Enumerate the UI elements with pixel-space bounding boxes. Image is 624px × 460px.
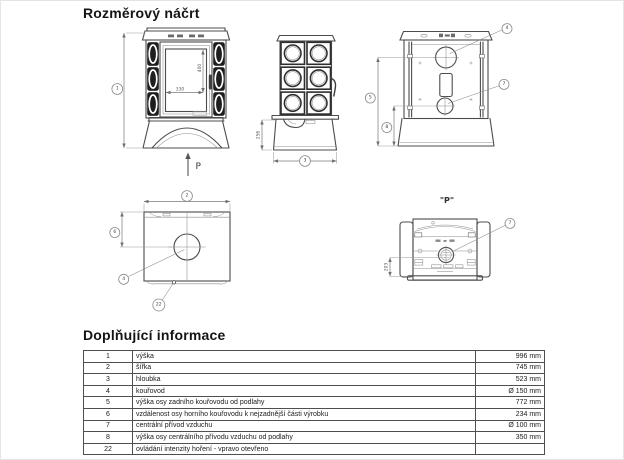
dim-400-label: 400 xyxy=(197,63,203,73)
front-right-tiles xyxy=(214,43,225,116)
door-handle xyxy=(209,75,212,90)
callout-4-top xyxy=(119,250,185,285)
control-knob xyxy=(172,281,175,284)
dim-pview-label: 203 xyxy=(384,262,390,272)
table-row xyxy=(84,420,545,432)
row-value-cell xyxy=(476,443,545,455)
dimension-width-2 xyxy=(144,191,230,211)
row-desc-cell: výška xyxy=(133,351,476,363)
info-section-title: Doplňující informace xyxy=(83,327,226,343)
base-arch xyxy=(152,128,222,148)
dimension-depth-3 xyxy=(274,152,337,166)
callout-3-label: 3 xyxy=(303,158,307,164)
callout-4b-label: 4 xyxy=(122,276,126,282)
dim-330-label: 330 xyxy=(175,87,185,93)
row-desc-cell: hloubka xyxy=(133,374,476,386)
callout-7-label: 7 xyxy=(502,81,506,87)
callout-6-label: 6 xyxy=(113,230,117,235)
table-row xyxy=(84,385,545,397)
row-desc-cell: vzdálenost osy horního kouřovodu k nejzadnější části výrobku xyxy=(133,408,476,420)
table-row xyxy=(84,362,545,374)
arrow-up-icon xyxy=(185,153,190,160)
table-row xyxy=(84,408,545,420)
callout-7-back xyxy=(448,79,509,103)
additional-info-table xyxy=(83,350,545,455)
row-number-cell: 4 xyxy=(84,385,133,397)
callout-7b-label: 7 xyxy=(508,220,512,226)
row-value-cell: Ø 100 mm xyxy=(476,420,545,432)
dimension-height-1 xyxy=(112,33,145,148)
callout-1-label: 1 xyxy=(115,86,119,92)
row-number-cell: 7 xyxy=(84,420,133,432)
row-value-cell: 772 mm xyxy=(476,397,545,409)
p-view xyxy=(400,196,490,280)
table-row xyxy=(84,351,545,363)
row-number-cell: 3 xyxy=(84,374,133,386)
row-desc-cell: kouřovod xyxy=(133,385,476,397)
row-number-cell: 2 xyxy=(84,362,133,374)
door-glass xyxy=(166,49,207,112)
dimension-door-width xyxy=(166,87,203,93)
row-value-cell: 996 mm xyxy=(476,351,545,363)
table-row xyxy=(84,432,545,444)
row-number-cell: 8 xyxy=(84,432,133,444)
row-desc-cell: výška osy centrálního přívodu vzduchu od podlahy xyxy=(133,432,476,444)
callout-8-label: 8 xyxy=(385,125,389,130)
side-door-handle xyxy=(332,79,336,97)
callout-22-top xyxy=(153,284,173,311)
callout-5-label: 5 xyxy=(368,95,372,101)
page-title: Rozměrový náčrt xyxy=(83,5,200,21)
row-desc-cell: šířka xyxy=(133,362,476,374)
p-view-label: "P" xyxy=(439,196,455,205)
row-number-cell: 22 xyxy=(84,443,133,455)
dimension-door-height xyxy=(197,50,203,93)
row-value-cell: 350 mm xyxy=(476,432,545,444)
top-view xyxy=(144,212,230,284)
row-number-cell: 6 xyxy=(84,408,133,420)
row-value-cell: 234 mm xyxy=(476,408,545,420)
row-desc-cell: centrální přívod vzduchu xyxy=(133,420,476,432)
callout-2-label: 2 xyxy=(185,193,189,199)
row-desc-cell: výška osy zadního kouřovodu od podlahy xyxy=(133,397,476,409)
side-view xyxy=(272,36,339,151)
view-direction-arrow xyxy=(185,153,201,177)
row-value-cell: Ø 150 mm xyxy=(476,385,545,397)
row-number-cell: 1 xyxy=(84,351,133,363)
stove-door xyxy=(160,42,212,117)
row-value-cell: 523 mm xyxy=(476,374,545,386)
dimension-side-base-256 xyxy=(256,120,277,150)
table-row xyxy=(84,443,545,455)
callout-4-label: 4 xyxy=(505,26,509,32)
back-view xyxy=(398,32,494,147)
row-number-cell: 5 xyxy=(84,397,133,409)
row-value-cell: 745 mm xyxy=(476,362,545,374)
table-row xyxy=(84,397,545,409)
front-view xyxy=(143,28,230,148)
row-desc-cell: ovládání intenzity hoření - vpravo otevřeno xyxy=(133,443,476,455)
table-row xyxy=(84,374,545,386)
dim-256-label: 256 xyxy=(256,130,262,140)
side-tiles xyxy=(281,42,331,114)
front-left-tiles xyxy=(148,43,159,116)
callout-22-label: 22 xyxy=(155,302,162,308)
callout-7-pview xyxy=(453,218,516,251)
p-arrow-label: P xyxy=(195,162,201,172)
